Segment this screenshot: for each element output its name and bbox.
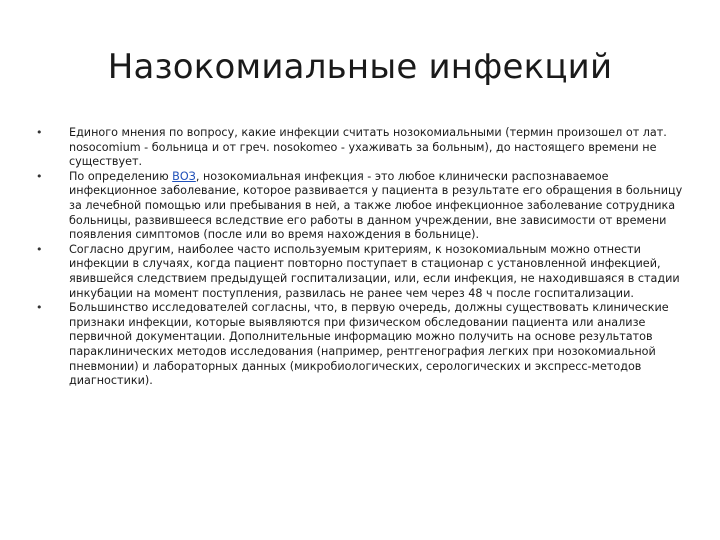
bullet-item-criteria xyxy=(36,243,684,301)
bullet-list xyxy=(36,126,684,389)
bullet-item-definition-dispute xyxy=(36,126,684,170)
who-link[interactable]: ВОЗ xyxy=(172,169,196,183)
bullet-icon: • xyxy=(36,169,43,183)
bullet-text: Большинство исследователей согласны, что, в первую очередь, должны существовать клинические признаки инфекции, которые выявляются при физическом обследовании пациента или анализе первичной документации. Дополнительные информацию можно получить на основе результатов параклинических методов исследования (например, рентгенография легких при нозокомиальной пневмонии) и лабораторных данных (микробиологических, серологических и экспресс-методов диагностики). xyxy=(69,301,669,388)
bullet-text: Единого мнения по вопросу, какие инфекции считать нозокомиальными (термин произошел от лат. nosocomium - больница и от греч. nosokomeo - ухаживать за больным), до настоящего времени не существует. xyxy=(69,126,667,169)
bullet-icon: • xyxy=(36,242,43,256)
bullet-icon: • xyxy=(36,126,43,139)
bullet-icon: • xyxy=(36,301,43,315)
bullet-text-prefix: По определению xyxy=(69,169,173,183)
bullet-text: Согласно другим, наиболее часто используемым критериям, к нозокомиальным можно отнести инфекции в случаях, когда пациент повторно поступает в стационар с установленной инфекцией, явившейся следствием предыдущей госпитализации, или, если инфекция, не находившаяся в стадии инкубации на момент поступления, развилась не ранее чем через 48 ч после госпитализации. xyxy=(69,242,680,300)
bullet-item-clinical-signs xyxy=(36,301,684,389)
bullet-item-who-definition xyxy=(36,170,684,243)
slide-title: Назокомиальные инфекций xyxy=(107,47,613,87)
bullet-text-suffix: , нозокомиальная инфекция - это любое клинически распознаваемое инфекционное заболевание, которое развивается у пациента в результате его обращения в больницу за лечебной помощью или пребывания в ней, а также любое инфекционное заболевание сотрудника больницы, развившееся вследствие его работы в данном учреждении, вне зависимости от времени появления симптомов (после или во время нахождения в больнице). xyxy=(69,169,683,242)
